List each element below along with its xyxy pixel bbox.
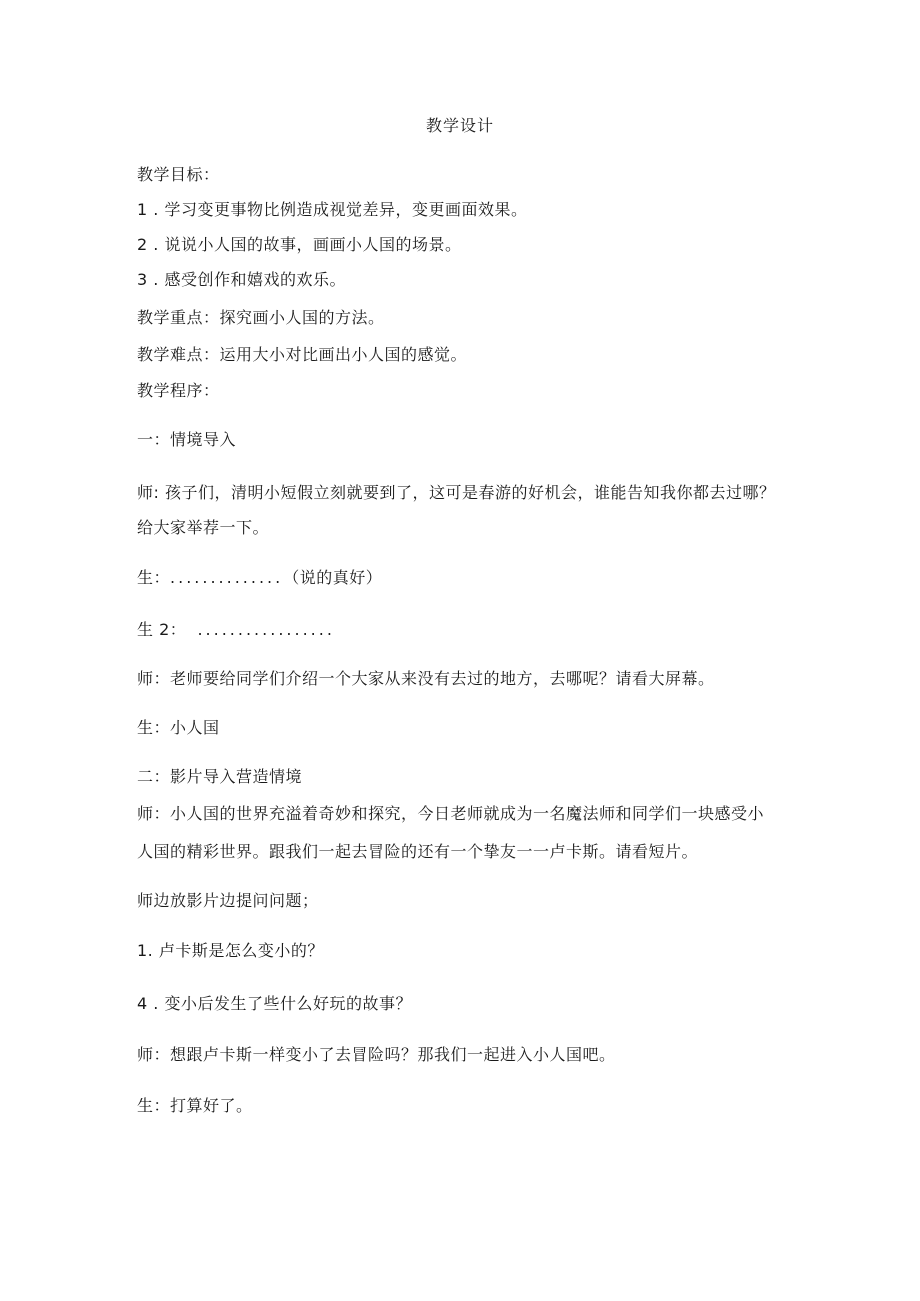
objective-item-3: 3 . 感受创作和嬉戏的欢乐。 [137,270,346,289]
teacher-line2: 人国的精彩世界。跟我们一起去冒险的还有一个挚友一一卢卡斯。请看短片。 [137,842,699,861]
objectives-heading: 教学目标： [137,165,220,184]
student-ready: 生：打算好了。 [137,1096,253,1115]
teacher-line1: 师：小人国的世界充溢着奇妙和探究，今日老师就成为一名魔法师和同学们一块感受小 [137,804,765,823]
student-answer: 生：小人国 [137,718,220,737]
question-2: 4 . 变小后发生了些什么好玩的故事？ [137,994,412,1013]
student2-line [137,620,335,640]
section2-heading: 二：影片导入营造情境 [137,767,303,786]
section1-heading: 一：情境导入 [137,430,237,449]
teacher-invite: 师：想跟卢卡斯一样变小了去冒险吗？那我们一起进入小人国吧。 [137,1045,616,1064]
key-point: 教学重点：探究画小人国的方法。 [137,308,385,327]
document-title: 教学设计 [425,116,494,135]
student1-note: （说的真好） [283,568,383,587]
objective-item-1: 1 . 学习变更事物比例造成视觉差异，变更画面效果。 [137,200,528,219]
objective-item-2: 2 . 说说小人国的故事，画画小人国的场景。 [137,235,462,254]
teacher-ask: 师边放影片边提问问题； [137,891,319,910]
teacher-intro: 师：老师要给同学们介绍一个大家从来没有去过的地方，去哪呢？请看大屏幕。 [137,669,715,688]
procedure-heading: 教学程序： [137,381,220,400]
student1-dots: .............. [170,568,284,587]
student1-line [137,568,382,588]
difficulty: 教学难点：运用大小对比画出小人国的感觉。 [137,345,468,364]
student1-label: 生： [137,568,171,587]
student2-label: 生 2： [137,620,187,639]
student2-dots: ................. [197,620,335,639]
question-1: 1. 卢卡斯是怎么变小的？ [137,941,324,960]
teacher-question-line2: 给大家举荐一下。 [137,518,270,537]
teacher-question-line1: 师: 孩子们，清明小短假立刻就要到了，这可是春游的好机会，谁能告知我你都去过哪？ [137,483,776,502]
